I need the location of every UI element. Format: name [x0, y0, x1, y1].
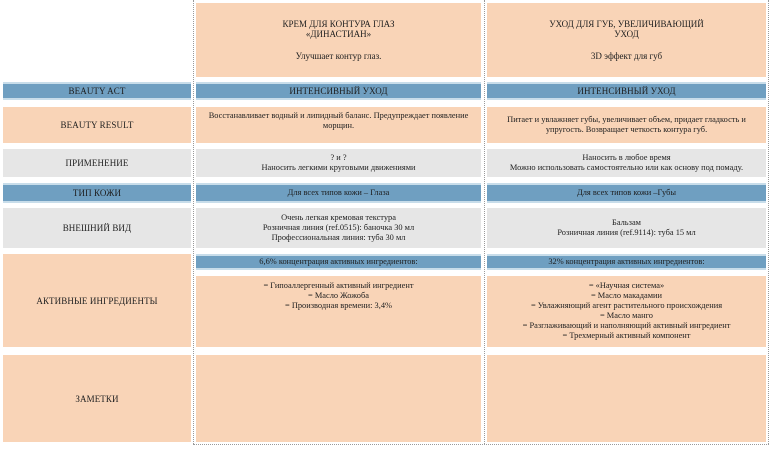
- product-2-title: УХОД ДЛЯ ГУБ, УВЕЛИЧИВАЮЩИЙ УХОД: [549, 19, 704, 39]
- product-1-beauty-act: ИНТЕНСИВНЫЙ УХОД: [196, 82, 481, 100]
- grid-line: [193, 444, 769, 445]
- product-2-notes: [487, 355, 766, 442]
- product-2-skin-type: Для всех типов кожи –Губы: [487, 183, 766, 203]
- product-1-tagline: Улучшает контур глаз.: [295, 51, 382, 61]
- row-label-ingredients: АКТИВНЫЕ ИНГРЕДИЕНТЫ: [3, 254, 191, 347]
- product-1-application: ? и ? Наносить легкими круговыми движениями: [196, 149, 481, 177]
- product-1-skin-type: Для всех типов кожи – Глаза: [196, 183, 481, 203]
- product-2-ingredients: = «Научная система» = Масло макадамии = Увлажняющий агент растительного происхождения = Масло манго = Разглаживающий и наполняющий активный ингредиент = Трехмерный активный компонент: [487, 276, 766, 347]
- row-label-application: ПРИМЕНЕНИЕ: [3, 149, 191, 177]
- row-label-notes: ЗАМЕТКИ: [3, 355, 191, 442]
- product-1-ingredients: = Гипоаллергенный активный ингредиент = Масло Жожоба = Производная времени: 3,4%: [196, 276, 481, 347]
- grid-line: [484, 0, 485, 444]
- row-label-beauty-act: BEAUTY ACT: [3, 82, 191, 100]
- row-label-skin-type: ТИП КОЖИ: [3, 183, 191, 203]
- product-1-appearance: Очень легкая кремовая текстура Розничная линия (ref.0515): баночка 30 мл Профессиональная линия: туба 30 мл: [196, 208, 481, 248]
- product-1-header: [196, 3, 481, 77]
- row-label-appearance: ВНЕШНИЙ ВИД: [3, 208, 191, 248]
- product-1-beauty-result: Восстанавливает водный и липидный баланс. Предупреждает появление морщин.: [196, 107, 481, 143]
- grid-line: [193, 0, 194, 444]
- product-2-appearance: Бальзам Розничная линия (ref.9114): туба 15 мл: [487, 208, 766, 248]
- product-2-concentration: 32% концентрация активных ингредиентов:: [487, 254, 766, 270]
- product-2-beauty-act: ИНТЕНСИВНЫЙ УХОД: [487, 82, 766, 100]
- product-2-tagline: 3D эффект для губ: [590, 51, 663, 61]
- product-1-title: КРЕМ ДЛЯ КОНТУРА ГЛАЗ «ДИНАСТИАН»: [282, 19, 395, 39]
- row-label-beauty-result: BEAUTY RESULT: [3, 107, 191, 143]
- product-2-application: Наносить в любое время Можно использовать самостоятельно или как основу под помаду.: [487, 149, 766, 177]
- product-1-concentration: 6,6% концентрация активных ингредиентов:: [196, 254, 481, 270]
- product-1-notes: [196, 355, 481, 442]
- grid-line: [768, 0, 769, 444]
- product-2-header: [487, 3, 766, 77]
- product-2-beauty-result: Питает и увлажняет губы, увеличивает объем, придает гладкость и упругость. Возвращает четкость контура губ.: [487, 107, 766, 143]
